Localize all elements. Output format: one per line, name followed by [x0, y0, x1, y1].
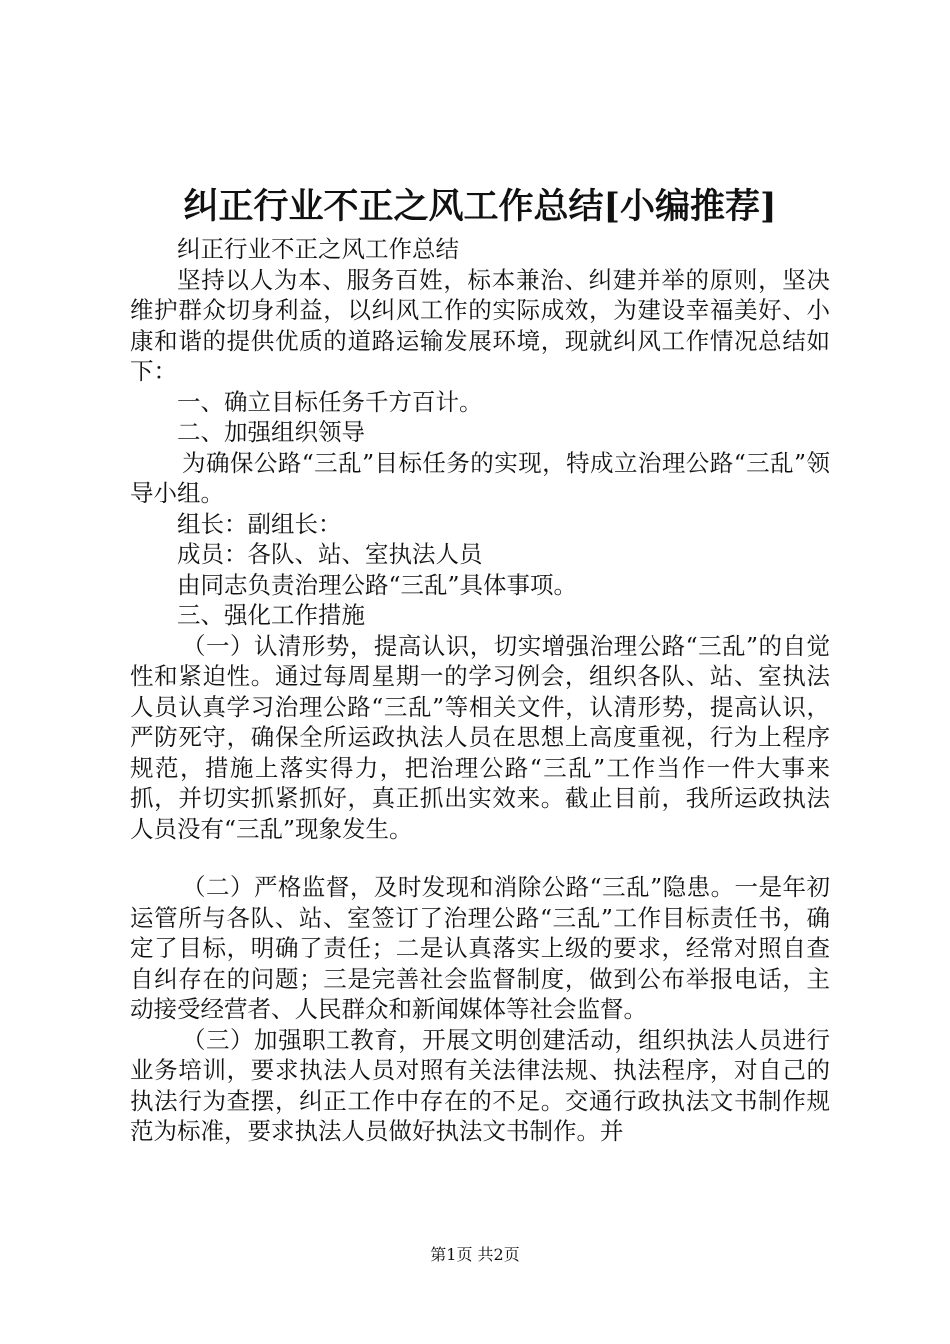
intro-paragraph: 坚持以人为本、服务百姓，标本兼治、纠建并举的原则，坚决维护群众切身利益，以纠风工作的实际成效，为建设幸福美好、小康和谐的提供优质的道路运输发展环境，现就纠风工作情况总结如下： — [130, 265, 830, 385]
page-number-footer: 第1页 共2页 — [430, 1245, 520, 1264]
document-body — [130, 182, 830, 1147]
document-title: 纠正行业不正之风工作总结[小编推荐] — [183, 186, 777, 227]
section-heading-1: 一、确立目标任务千方百计。 — [177, 387, 483, 416]
measure-paragraph-2: （二）严格监督，及时发现和消除公路“三乱”隐患。一是年初运管所与各队、站、室签订了治理公路“三乱”工作目标责任书，确定了目标，明确了责任；二是认真落实上级的要求，经常对照自查自纠存在的问题；三是完善社会监督制度，做到公布举报电话，主动接受经营者、人民群众和新闻媒体等社会监督。 — [130, 873, 830, 1023]
section-heading-2: 二、加强组织领导 — [177, 418, 365, 446]
leadership-paragraph: 为确保公路“三乱”目标任务的实现，特成立治理公路“三乱”领导小组。 — [130, 448, 830, 507]
responsibility-line: 由同志负责治理公路“三乱”具体事项。 — [177, 570, 578, 599]
paragraph-gap — [130, 844, 830, 872]
members-line: 成员：各队、站、室执法人员 — [177, 540, 483, 568]
measure-paragraph-1: （一）认清形势，提高认识，切实增强治理公路“三乱”的自觉性和紧迫性。通过每周星期一的学习例会，组织各队、站、室执法人员认真学习治理公路“三乱”等相关文件，认清形势，提高认识，严防死守，确保全所运政执法人员在思想上高度重视，行为上程序规范，措施上落实得力，把治理公路“三乱”工作当作一件大事来抓，并切实抓紧抓好，真正抓出实效来。截止目前，我所运政执法人员没有“三乱”现象发生。 — [130, 631, 830, 843]
section-heading-3: 三、强化工作措施 — [177, 601, 365, 629]
measure-paragraph-3: （三）加强职工教育，开展文明创建活动，组织执法人员进行业务培训，要求执法人员对照有关法律法规、执法程序，对自己的执法行为查摆，纠正工作中存在的不足。交通行政执法文书制作规范为标准，要求执法人员做好执法文书制作。并 — [130, 1025, 830, 1145]
subtitle-paragraph: 纠正行业不正之风工作总结 — [177, 235, 459, 263]
leader-line: 组长：副组长： — [177, 509, 342, 538]
